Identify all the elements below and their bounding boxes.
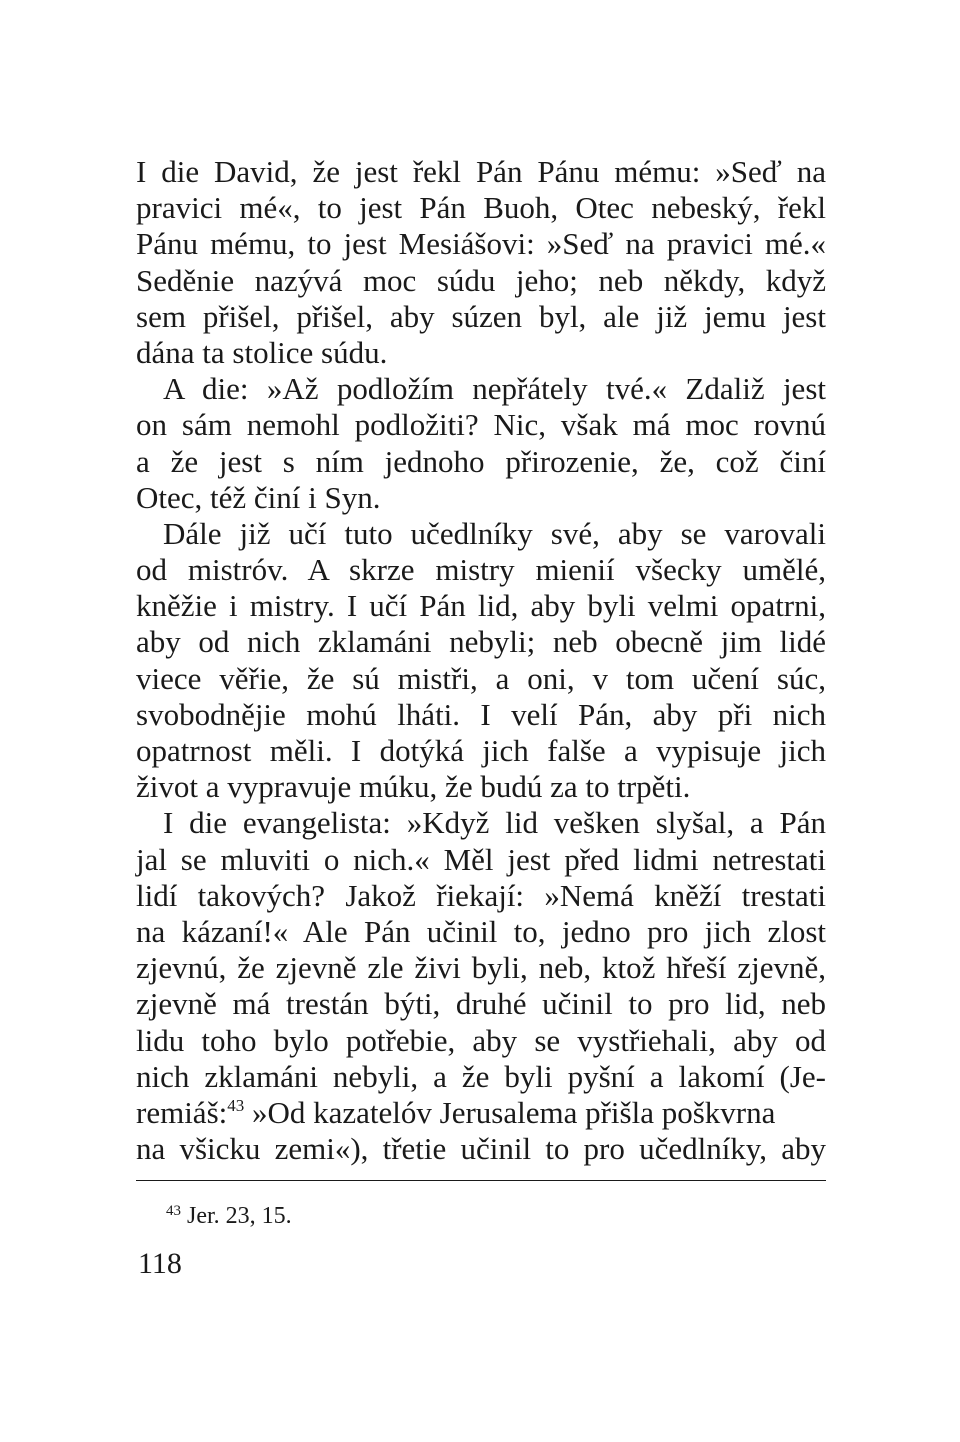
text-line: život a vypravuje múku, že budú za to trpěti.	[136, 769, 691, 805]
text-line: na kázaní!« Ale Pán učinil to, jedno pro jich zlost	[136, 913, 826, 949]
text-line: svobodnějie mohú lháti. I velí Pán, aby při nich	[136, 696, 826, 732]
footnote	[166, 1196, 292, 1231]
text-line-with-note-ref	[136, 1095, 826, 1131]
text-line-start: remiáš:	[136, 1094, 228, 1130]
text-line: a že jest s ním jednoho přirozenie, že, což činí	[136, 443, 826, 479]
text-line: zjevně má trestán býti, druhé učinil to pro lid, neb	[136, 986, 826, 1022]
text-line: viece věřie, že sú mistři, a oni, v tom učení súc,	[136, 660, 826, 696]
footnote-text: Jer. 23, 15.	[187, 1203, 292, 1229]
text-line: A die: »Až podložím nepřátely tvé.« Zdaliž jest	[163, 371, 826, 407]
footnote-divider	[136, 1180, 826, 1181]
text-line: nich zklamáni nebyli, a že byli pyšní a lakomí (Je-	[136, 1058, 826, 1094]
text-line: kněžie i mistry. I učí Pán lid, aby byli velmi opatrni,	[136, 588, 826, 624]
text-line: opatrnost měli. I dotýká jich falše a vypisuje jich	[136, 733, 826, 768]
text-line: lidí takových? Jakož řiekají: »Nemá kněží trestati	[136, 877, 826, 913]
text-line: zjevnú, že zjevně zle živi byli, neb, ktož hřeší zjevně,	[136, 950, 826, 986]
body-text	[136, 154, 826, 1167]
text-line: dána ta stolice súdu.	[136, 334, 388, 370]
text-line: na všicku zemi«), třetie učinil to pro učedlníky, aby	[136, 1131, 826, 1167]
text-line: on sám nemohl podložiti? Nic, však má moc rovnú	[136, 407, 826, 443]
text-line: Otec, též činí i Syn.	[136, 479, 381, 515]
text-line: jal se mluviti o nich.« Měl jest před lidmi netrestati	[136, 841, 826, 877]
text-line: I die evangelista: »Když lid vešken slyšal, a Pán	[163, 805, 826, 841]
page-number: 118	[138, 1247, 182, 1280]
text-line-end: »Od kazatelóv Jerusalema přišla poškvrna	[252, 1094, 776, 1130]
text-line: Pánu mému, to jest Mesiášovi: »Seď na pravici mé.«	[136, 226, 826, 262]
text-line: od mistróv. A skrze mistry mienií všecky umělé,	[136, 552, 826, 588]
text-line: I die David, že jest řekl Pán Pánu mému: »Seď na	[136, 154, 826, 189]
text-line: Dále již učí tuto učedlníky své, aby se varovali	[163, 515, 826, 551]
text-line: sem přišel, přišel, aby súzen byl, ale již jemu jest	[136, 298, 826, 334]
footnote-marker: 43	[166, 1203, 181, 1219]
text-line: lidu toho bylo potřebie, aby se vystřiehali, aby od	[136, 1022, 826, 1058]
text-line: aby od nich zklamáni nebyli; neb obecně jim lidé	[136, 624, 826, 660]
text-line: Seděnie nazývá moc súdu jeho; neb někdy, když	[136, 262, 826, 298]
footnote-reference: 43	[227, 1095, 245, 1115]
text-line: pravici mé«, to jest Pán Buoh, Otec nebeský, řekl	[136, 190, 826, 226]
